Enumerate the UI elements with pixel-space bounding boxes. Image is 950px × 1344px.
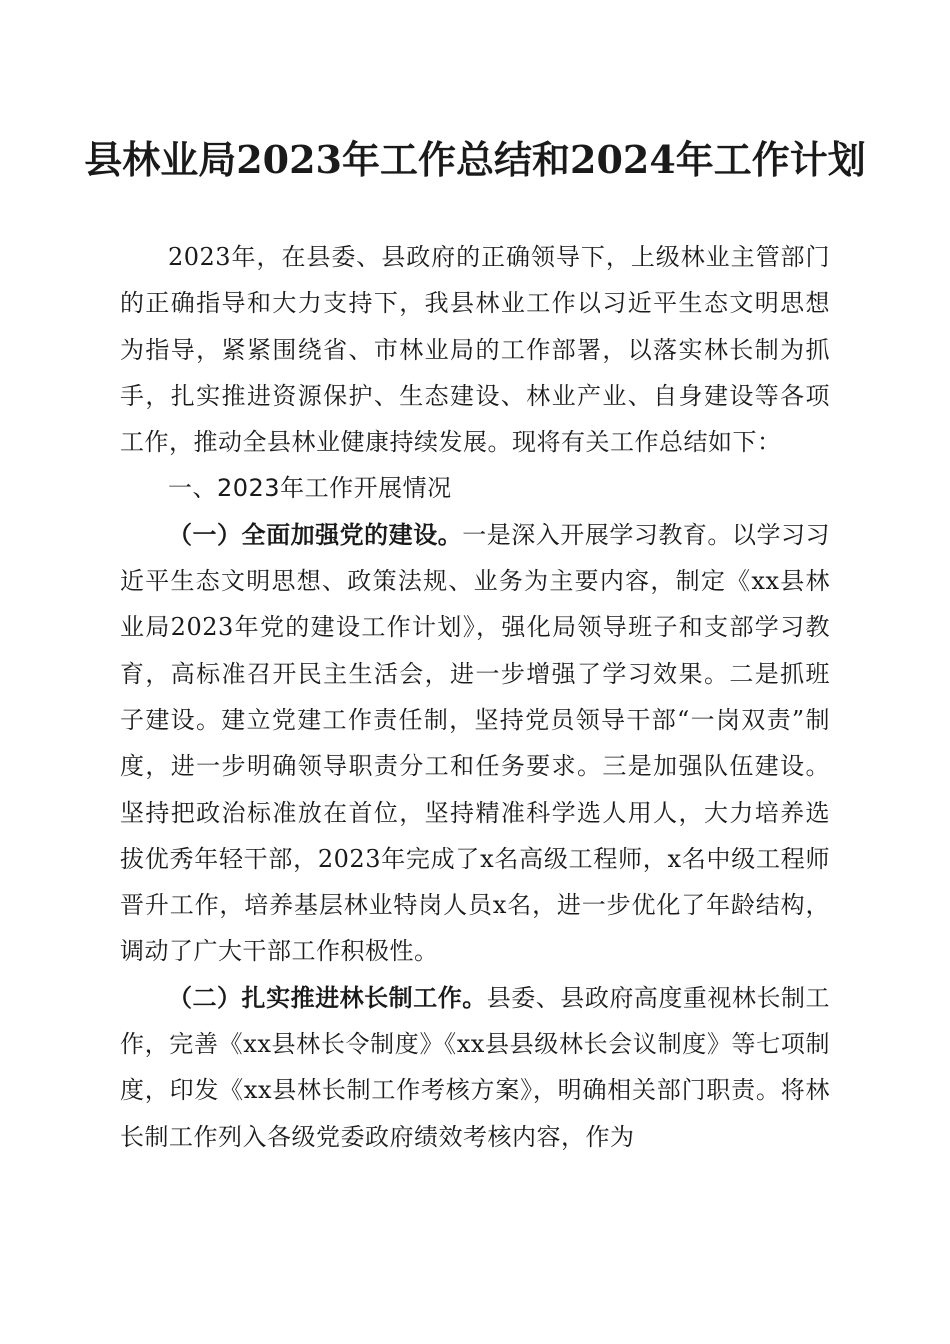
item-1-heading: （一）全面加强党的建设。 (168, 519, 463, 549)
document-title: 县林业局2023年工作总结和2024年工作计划 (84, 137, 866, 182)
item-1-text: 一是深入开展学习教育。以学习习近平生态文明思想、政策法规、业务为主要内容，制定《xx县林业局2023年党的建设工作计划》，强化局领导班子和支部学习教育，高标准召开民主生活会，进一步增强了学习效果。二是抓班子建设。建立党建工作责任制，坚持党员领导干部“一岗双责”制度，进一步明确领导职责分工和任务要求。三是加强队伍建设。坚持把政治标准放在首位，坚持精准科学选人用人，大力培养选拔优秀年轻干部，2023年完成了x名高级工程师，x名中级工程师晋升工作，培养基层林业特岗人员x名，进一步优化了年龄结构，调动了广大干部工作积极性。 (120, 520, 831, 966)
section-item-1 (120, 512, 830, 975)
section-heading: 一、2023年工作开展情况 (168, 474, 452, 503)
item-2-heading: （二）扎实推进林长制工作。 (168, 982, 487, 1012)
document-body (120, 234, 830, 1160)
section-item-2 (120, 975, 830, 1160)
item-2-text: 县委、县政府高度重视林长制工作，完善《xx县林长令制度》《xx县县级林长会议制度》等七项制度，印发《xx县林长制工作考核方案》，明确相关部门职责。将林长制工作列入各级党委政府绩效考核内容，作为 (120, 983, 830, 1151)
intro-paragraph: 2023年，在县委、县政府的正确领导下，上级林业主管部门的正确指导和大力支持下，我县林业工作以习近平生态文明思想为指导，紧紧围绕省、市林业局的工作部署，以落实林长制为抓手，扎实推进资源保护、生态建设、林业产业、自身建设等各项工作，推动全县林业健康持续发展。现将有关工作总结如下： (120, 243, 830, 457)
